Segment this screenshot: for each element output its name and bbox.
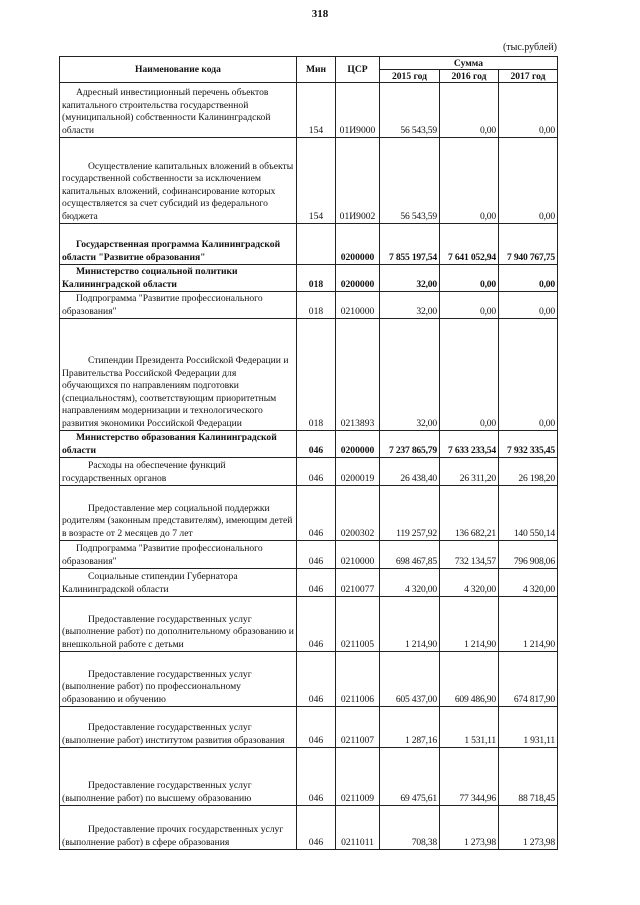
row-2015: 1 214,90 — [380, 597, 440, 652]
row-2017: 0,00 — [499, 83, 558, 138]
header-2017: 2017 год — [499, 70, 558, 83]
row-2016: 7 641 052,94 — [440, 224, 499, 265]
row-name: Предоставление прочих государственных услуг (выполнение работ) в сфере образования — [60, 806, 297, 850]
row-csr: 0211005 — [336, 597, 380, 652]
row-name: Адресный инвестиционный перечень объектов капитального строительства государственной (муниципальной) собственности Калининградской области — [60, 83, 297, 138]
header-sum: Сумма — [380, 57, 558, 70]
row-2016: 0,00 — [440, 265, 499, 292]
row-min: 046 — [297, 486, 336, 541]
table-row — [60, 265, 558, 292]
row-2017: 0,00 — [499, 138, 558, 224]
table-row — [60, 707, 558, 748]
row-name: Предоставление государственных услуг (выполнение работ) по профессиональному образованию и обучению — [60, 652, 297, 707]
row-2015: 7 237 865,79 — [380, 431, 440, 458]
row-csr: 01И9000 — [336, 83, 380, 138]
row-2015: 69 475,61 — [380, 748, 440, 806]
row-2017: 1 214,90 — [499, 597, 558, 652]
row-2015: 1 287,16 — [380, 707, 440, 748]
row-2015: 7 855 197,54 — [380, 224, 440, 265]
row-csr: 0210077 — [336, 569, 380, 597]
row-name: Предоставление государственных услуг (выполнение работ) по дополнительному образованию и внешкольной работе с детьми — [60, 597, 297, 652]
page-number: 318 — [311, 8, 329, 20]
table-row — [60, 748, 558, 806]
row-2015: 32,00 — [380, 292, 440, 319]
row-csr: 0200000 — [336, 431, 380, 458]
row-min: 046 — [297, 597, 336, 652]
header-csr: ЦСР — [336, 57, 380, 83]
row-2015: 605 437,00 — [380, 652, 440, 707]
row-2015: 4 320,00 — [380, 569, 440, 597]
row-min: 046 — [297, 707, 336, 748]
table-row — [60, 292, 558, 319]
budget-table — [59, 56, 558, 850]
row-min: 046 — [297, 652, 336, 707]
table-row — [60, 138, 558, 224]
row-csr: 0200000 — [336, 224, 380, 265]
row-2016: 609 486,90 — [440, 652, 499, 707]
table-row — [60, 541, 558, 569]
row-name: Предоставление мер социальной поддержки родителям (законным представителям), имеющим детей в возрасте от 2 месяцев до 7 лет — [60, 486, 297, 541]
row-name: Предоставление государственных услуг (выполнение работ) институтом развития образования — [60, 707, 297, 748]
row-2017: 26 198,20 — [499, 458, 558, 486]
row-2016: 77 344,96 — [440, 748, 499, 806]
row-2017: 4 320,00 — [499, 569, 558, 597]
row-name: Министерство социальной политики Калининградской области — [60, 265, 297, 292]
row-min: 018 — [297, 265, 336, 292]
row-min — [297, 224, 336, 265]
row-csr: 0211009 — [336, 748, 380, 806]
row-2017: 674 817,90 — [499, 652, 558, 707]
row-2015: 32,00 — [380, 265, 440, 292]
row-2016: 1 531,11 — [440, 707, 499, 748]
row-2017: 0,00 — [499, 292, 558, 319]
row-2015: 26 438,40 — [380, 458, 440, 486]
row-2017: 140 550,14 — [499, 486, 558, 541]
row-2017: 1 931,11 — [499, 707, 558, 748]
row-min: 046 — [297, 569, 336, 597]
row-min: 046 — [297, 431, 336, 458]
row-2015: 56 543,59 — [380, 83, 440, 138]
row-2017: 1 273,98 — [499, 806, 558, 850]
table-row — [60, 458, 558, 486]
table-row — [60, 486, 558, 541]
row-2015: 32,00 — [380, 319, 440, 431]
table-row — [60, 569, 558, 597]
row-min: 046 — [297, 806, 336, 850]
row-2017: 796 908,06 — [499, 541, 558, 569]
row-csr: 01И9002 — [336, 138, 380, 224]
row-csr: 0211006 — [336, 652, 380, 707]
row-min: 046 — [297, 748, 336, 806]
row-2016: 4 320,00 — [440, 569, 499, 597]
row-2015: 56 543,59 — [380, 138, 440, 224]
row-name: Подпрограмма "Развитие профессионального образования" — [60, 292, 297, 319]
row-2016: 26 311,20 — [440, 458, 499, 486]
row-name: Подпрограмма "Развитие профессионального образования" — [60, 541, 297, 569]
row-min: 018 — [297, 292, 336, 319]
row-2016: 1 214,90 — [440, 597, 499, 652]
row-2016: 1 273,98 — [440, 806, 499, 850]
units-label: (тыс.рублей) — [502, 42, 557, 53]
row-name: Социальные стипендии Губернатора Калининградской области — [60, 569, 297, 597]
row-name: Осуществление капитальных вложений в объекты государственной собственности за исключением капитальных вложений, софинансирование которых осуществляется за счет субсидий из федерального бюджета — [60, 138, 297, 224]
row-csr: 0211007 — [336, 707, 380, 748]
row-2016: 136 682,21 — [440, 486, 499, 541]
row-min: 018 — [297, 319, 336, 431]
table-row — [60, 319, 558, 431]
row-csr: 0200000 — [336, 265, 380, 292]
row-csr: 0211011 — [336, 806, 380, 850]
row-min: 154 — [297, 83, 336, 138]
table-row — [60, 224, 558, 265]
header-2016: 2016 год — [440, 70, 499, 83]
table-row — [60, 83, 558, 138]
row-2015: 119 257,92 — [380, 486, 440, 541]
table-row — [60, 431, 558, 458]
row-name: Государственная программа Калининградской области "Развитие образования" — [60, 224, 297, 265]
row-csr: 0210000 — [336, 292, 380, 319]
row-name: Расходы на обеспечение функций государственных органов — [60, 458, 297, 486]
header-2015: 2015 год — [380, 70, 440, 83]
row-name: Министерство образования Калининградской области — [60, 431, 297, 458]
row-2017: 88 718,45 — [499, 748, 558, 806]
row-min: 154 — [297, 138, 336, 224]
header-min: Мин — [297, 57, 336, 83]
row-2016: 7 633 233,54 — [440, 431, 499, 458]
row-csr: 0213893 — [336, 319, 380, 431]
row-name: Стипендии Президента Российской Федерации и Правительства Российской Федерации для обучающихся по направлениям подготовки (специальностям), соответствующим приоритетным направлениям модернизации и технологического развития экономики Российской Федерации — [60, 319, 297, 431]
row-2017: 0,00 — [499, 265, 558, 292]
table-row — [60, 652, 558, 707]
table-row — [60, 597, 558, 652]
row-min: 046 — [297, 541, 336, 569]
row-2017: 0,00 — [499, 319, 558, 431]
row-csr: 0200019 — [336, 458, 380, 486]
row-2017: 7 932 335,45 — [499, 431, 558, 458]
row-2015: 708,38 — [380, 806, 440, 850]
header-name: Наименование кода — [60, 57, 297, 83]
row-csr: 0200302 — [336, 486, 380, 541]
table-row — [60, 806, 558, 850]
row-csr: 0210000 — [336, 541, 380, 569]
row-2016: 0,00 — [440, 83, 499, 138]
row-2015: 698 467,85 — [380, 541, 440, 569]
row-2016: 0,00 — [440, 292, 499, 319]
row-2017: 7 940 767,75 — [499, 224, 558, 265]
row-2016: 0,00 — [440, 319, 499, 431]
row-2016: 732 134,57 — [440, 541, 499, 569]
row-name: Предоставление государственных услуг (выполнение работ) по высшему образованию — [60, 748, 297, 806]
row-2016: 0,00 — [440, 138, 499, 224]
row-min: 046 — [297, 458, 336, 486]
